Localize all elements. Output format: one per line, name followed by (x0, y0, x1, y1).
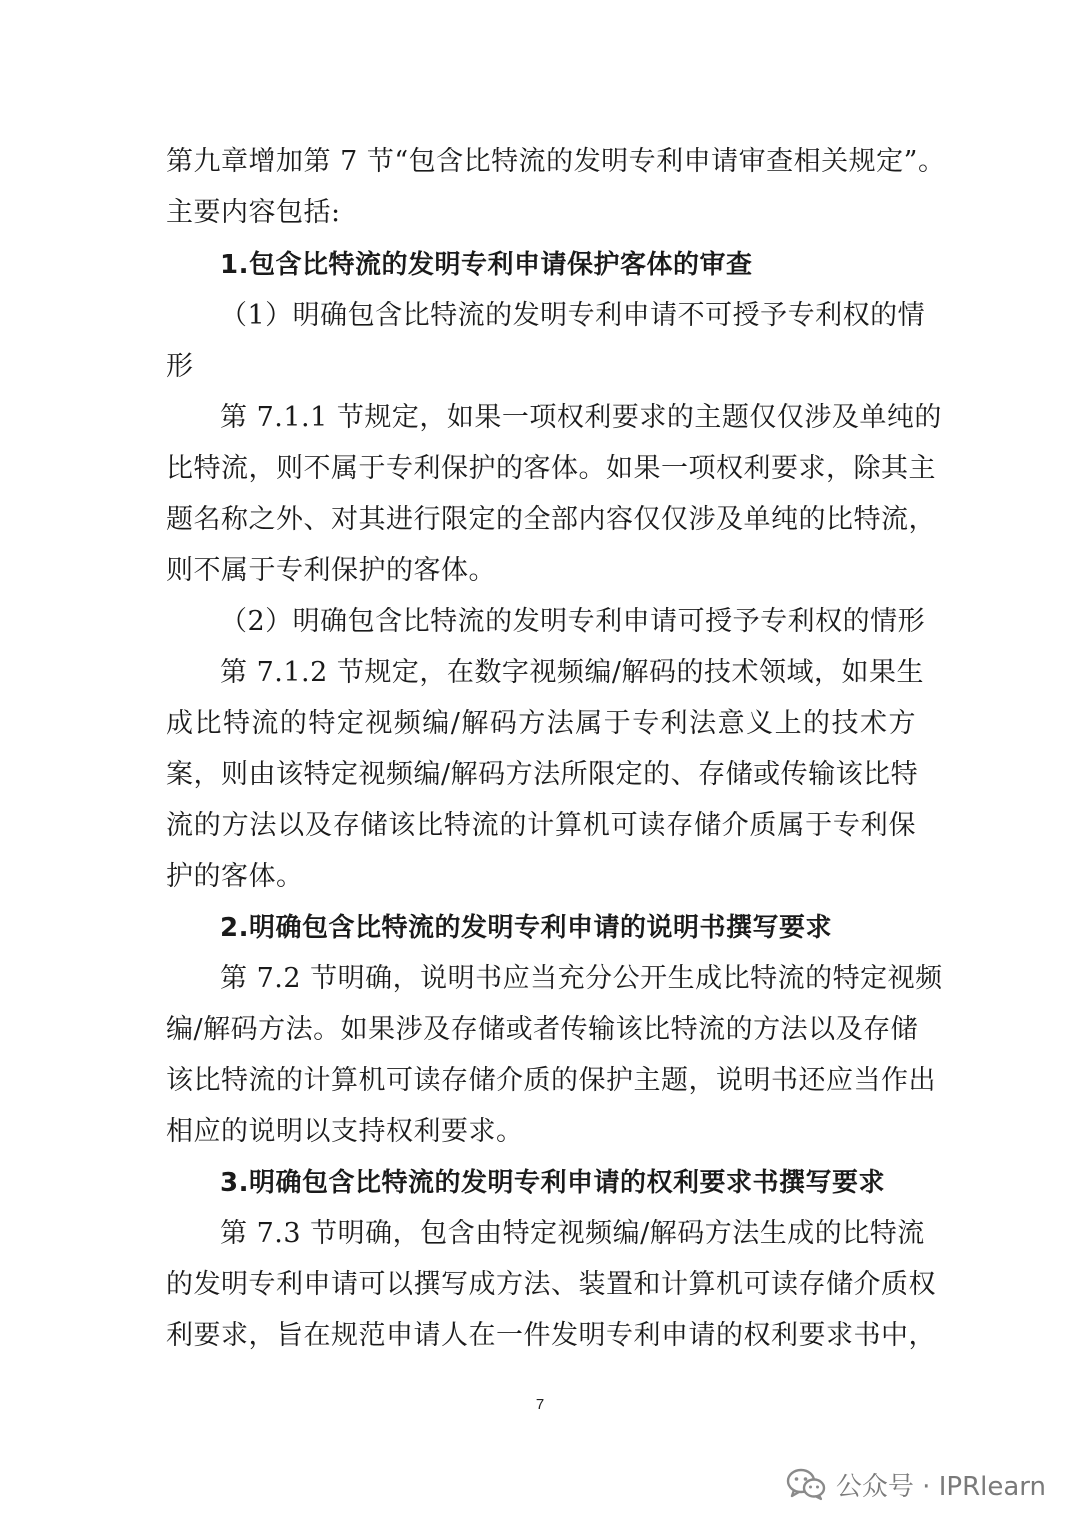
paragraph-line: 形 (166, 351, 194, 382)
paragraph-line: 该比特流的计算机可读存储介质的保护主题，说明书还应当作出 (166, 1065, 936, 1096)
wechat-icon (786, 1467, 826, 1501)
section-heading-1: 1.包含比特流的发明专利申请保护客体的审查 (220, 250, 753, 280)
paragraph-line: 护的客体。 (166, 861, 304, 892)
watermark (786, 1462, 1046, 1506)
paragraph-line: 利要求，旨在规范申请人在一件发明专利申请的权利要求书中， (166, 1320, 936, 1351)
watermark-text: 公众号 · IPRlearn (835, 1471, 1046, 1502)
paragraph-line: 编/解码方法。如果涉及存储或者传输该比特流的方法以及存储 (166, 1014, 919, 1045)
paragraph-line: 成比特流的特定视频编/解码方法属于专利法意义上的技术方 (166, 708, 916, 739)
paragraph-line: 第九章增加第 7 节“包含比特流的发明专利申请审查相关规定”。 (166, 146, 946, 177)
paragraph-line: 第 7.2 节明确，说明书应当充分公开生成比特流的特定视频 (220, 963, 943, 994)
page-number: 7 (535, 1396, 545, 1413)
subheading-1: （1）明确包含比特流的发明专利申请不可授予专利权的情 (220, 300, 926, 331)
paragraph-line: 则不属于专利保护的客体。 (166, 555, 496, 586)
paragraph-line: 第 7.1.1 节规定，如果一项权利要求的主题仅仅涉及单纯的 (220, 402, 942, 433)
paragraph-line: 流的方法以及存储该比特流的计算机可读存储介质属于专利保 (166, 810, 916, 841)
subheading-2: （2）明确包含比特流的发明专利申请可授予专利权的情形 (220, 606, 926, 637)
paragraph-line: 案，则由该特定视频编/解码方法所限定的、存储或传输该比特 (166, 759, 919, 790)
paragraph-line: 第 7.1.2 节规定，在数字视频编/解码的技术领域，如果生 (220, 657, 924, 688)
paragraph-line: 第 7.3 节明确，包含由特定视频编/解码方法生成的比特流 (220, 1218, 925, 1249)
paragraph-line: 题名称之外、对其进行限定的全部内容仅仅涉及单纯的比特流， (166, 504, 936, 535)
paragraph-line: 的发明专利申请可以撰写成方法、装置和计算机可读存储介质权 (166, 1269, 936, 1300)
paragraph-line: 主要内容包括: (166, 197, 341, 228)
section-heading-2: 2.明确包含比特流的发明专利申请的说明书撰写要求 (220, 913, 832, 943)
paragraph-line: 相应的说明以支持权利要求。 (166, 1116, 524, 1147)
paragraph-line: 比特流，则不属于专利保护的客体。如果一项权利要求，除其主 (166, 453, 936, 484)
section-heading-3: 3.明确包含比特流的发明专利申请的权利要求书撰写要求 (220, 1168, 885, 1198)
